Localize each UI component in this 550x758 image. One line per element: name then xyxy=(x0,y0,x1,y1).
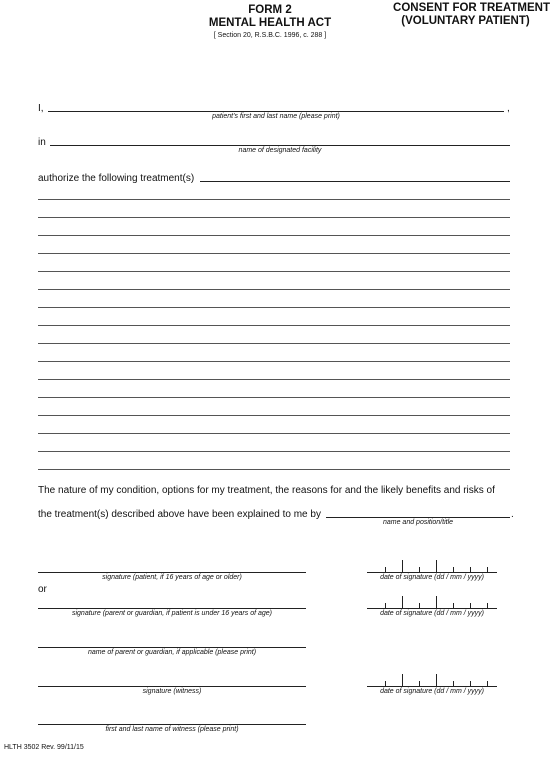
witness-signature-caption: signature (witness) xyxy=(142,688,202,695)
facility-field[interactable] xyxy=(50,145,510,146)
treatment-line[interactable] xyxy=(38,379,510,380)
statement-line-1: The nature of my condition, options for my treatment, the reasons for and the likely benefits and risks of xyxy=(38,485,495,496)
form-code: HLTH 3502 Rev. 99/11/15 xyxy=(4,744,84,751)
i-prefix: I, xyxy=(38,103,44,114)
act-name: MENTAL HEALTH ACT xyxy=(208,17,332,29)
explained-by-field[interactable] xyxy=(326,517,510,518)
section-reference: [ Section 20, R.S.B.C. 1996, c. 288 ] xyxy=(213,32,327,39)
witness-date-field[interactable] xyxy=(367,672,497,686)
witness-name-field[interactable] xyxy=(38,724,306,725)
guardian-name-field[interactable] xyxy=(38,647,306,648)
consent-title: CONSENT FOR TREATMENT xyxy=(393,2,550,14)
patient-name-caption: patient's first and last name (please print) xyxy=(212,113,340,120)
treatment-line[interactable] xyxy=(38,361,510,362)
guardian-name-caption: name of parent or guardian, if applicable (please print) xyxy=(87,649,257,656)
treatment-line[interactable] xyxy=(38,307,510,308)
treatment-line[interactable] xyxy=(38,289,510,290)
patient-signature-caption: signature (patient, if 16 years of age or older) xyxy=(102,574,242,581)
guardian-date-caption: date of signature (dd / mm / yyyy) xyxy=(380,610,484,617)
treatment-line[interactable] xyxy=(38,217,510,218)
statement-line-2: the treatment(s) described above have been explained to me by xyxy=(38,509,321,520)
witness-date-caption: date of signature (dd / mm / yyyy) xyxy=(380,688,484,695)
patient-signature-field[interactable] xyxy=(38,572,306,573)
witness-signature-field[interactable] xyxy=(38,686,306,687)
in-prefix: in xyxy=(38,137,46,148)
treatment-line[interactable] xyxy=(38,271,510,272)
guardian-signature-field[interactable] xyxy=(38,608,306,609)
patient-date-field[interactable] xyxy=(367,558,497,572)
treatment-line[interactable] xyxy=(38,469,510,470)
patient-name-field[interactable] xyxy=(48,111,504,112)
statement-suffix: . xyxy=(511,509,514,520)
treatment-line[interactable] xyxy=(38,325,510,326)
treatment-line[interactable] xyxy=(38,433,510,434)
i-suffix: , xyxy=(507,103,510,114)
treatment-line[interactable] xyxy=(38,343,510,344)
patient-date-caption: date of signature (dd / mm / yyyy) xyxy=(380,574,484,581)
treatment-line[interactable] xyxy=(38,199,510,200)
authorize-text: authorize the following treatment(s) xyxy=(38,173,195,184)
treatment-first-line[interactable] xyxy=(200,181,510,182)
guardian-signature-caption: signature (parent or guardian, if patient is under 16 years of age) xyxy=(71,610,272,617)
treatment-line[interactable] xyxy=(38,415,510,416)
or-text: or xyxy=(38,584,47,595)
form-number: FORM 2 xyxy=(248,4,292,16)
explained-by-caption: name and position/title xyxy=(382,519,454,526)
consent-subtitle: (VOLUNTARY PATIENT) xyxy=(401,15,530,27)
treatment-line[interactable] xyxy=(38,235,510,236)
guardian-date-field[interactable] xyxy=(367,594,497,608)
witness-name-caption: first and last name of witness (please print) xyxy=(105,726,239,733)
treatment-line[interactable] xyxy=(38,253,510,254)
treatment-line[interactable] xyxy=(38,451,510,452)
facility-caption: name of designated facility xyxy=(238,147,322,154)
treatment-line[interactable] xyxy=(38,397,510,398)
